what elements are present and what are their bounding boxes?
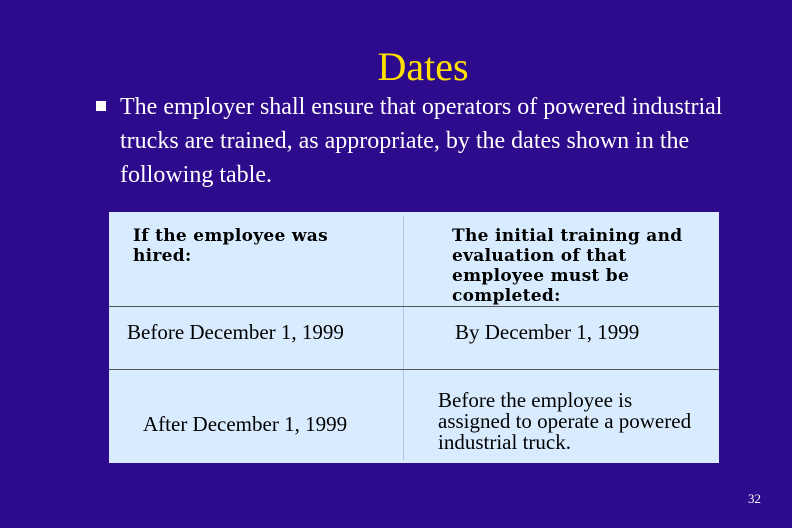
table-header-hired: If the employee was hired: bbox=[133, 226, 328, 266]
table-row-2-completed: Before the employee is assigned to operate a powered industrial truck. bbox=[438, 388, 692, 454]
bullet-square-icon bbox=[96, 101, 106, 111]
table-header-divider bbox=[109, 306, 719, 307]
table-column-divider bbox=[403, 216, 404, 460]
table-row-1-hired: Before December 1, 1999 bbox=[127, 320, 344, 344]
bullet-text: The employer shall ensure that operators of powered industrial trucks are trained, as appropriate, by the dates shown in the following table. bbox=[120, 94, 723, 188]
slide-title: Dates bbox=[377, 44, 469, 89]
table-row-divider bbox=[109, 369, 719, 370]
page-number: 32 bbox=[748, 491, 761, 506]
table-header-completed: The initial training and evaluation of that employee must be completed: bbox=[452, 226, 683, 306]
table-row-2-hired: After December 1, 1999 bbox=[143, 412, 348, 436]
table-row-1-completed: By December 1, 1999 bbox=[455, 320, 640, 344]
